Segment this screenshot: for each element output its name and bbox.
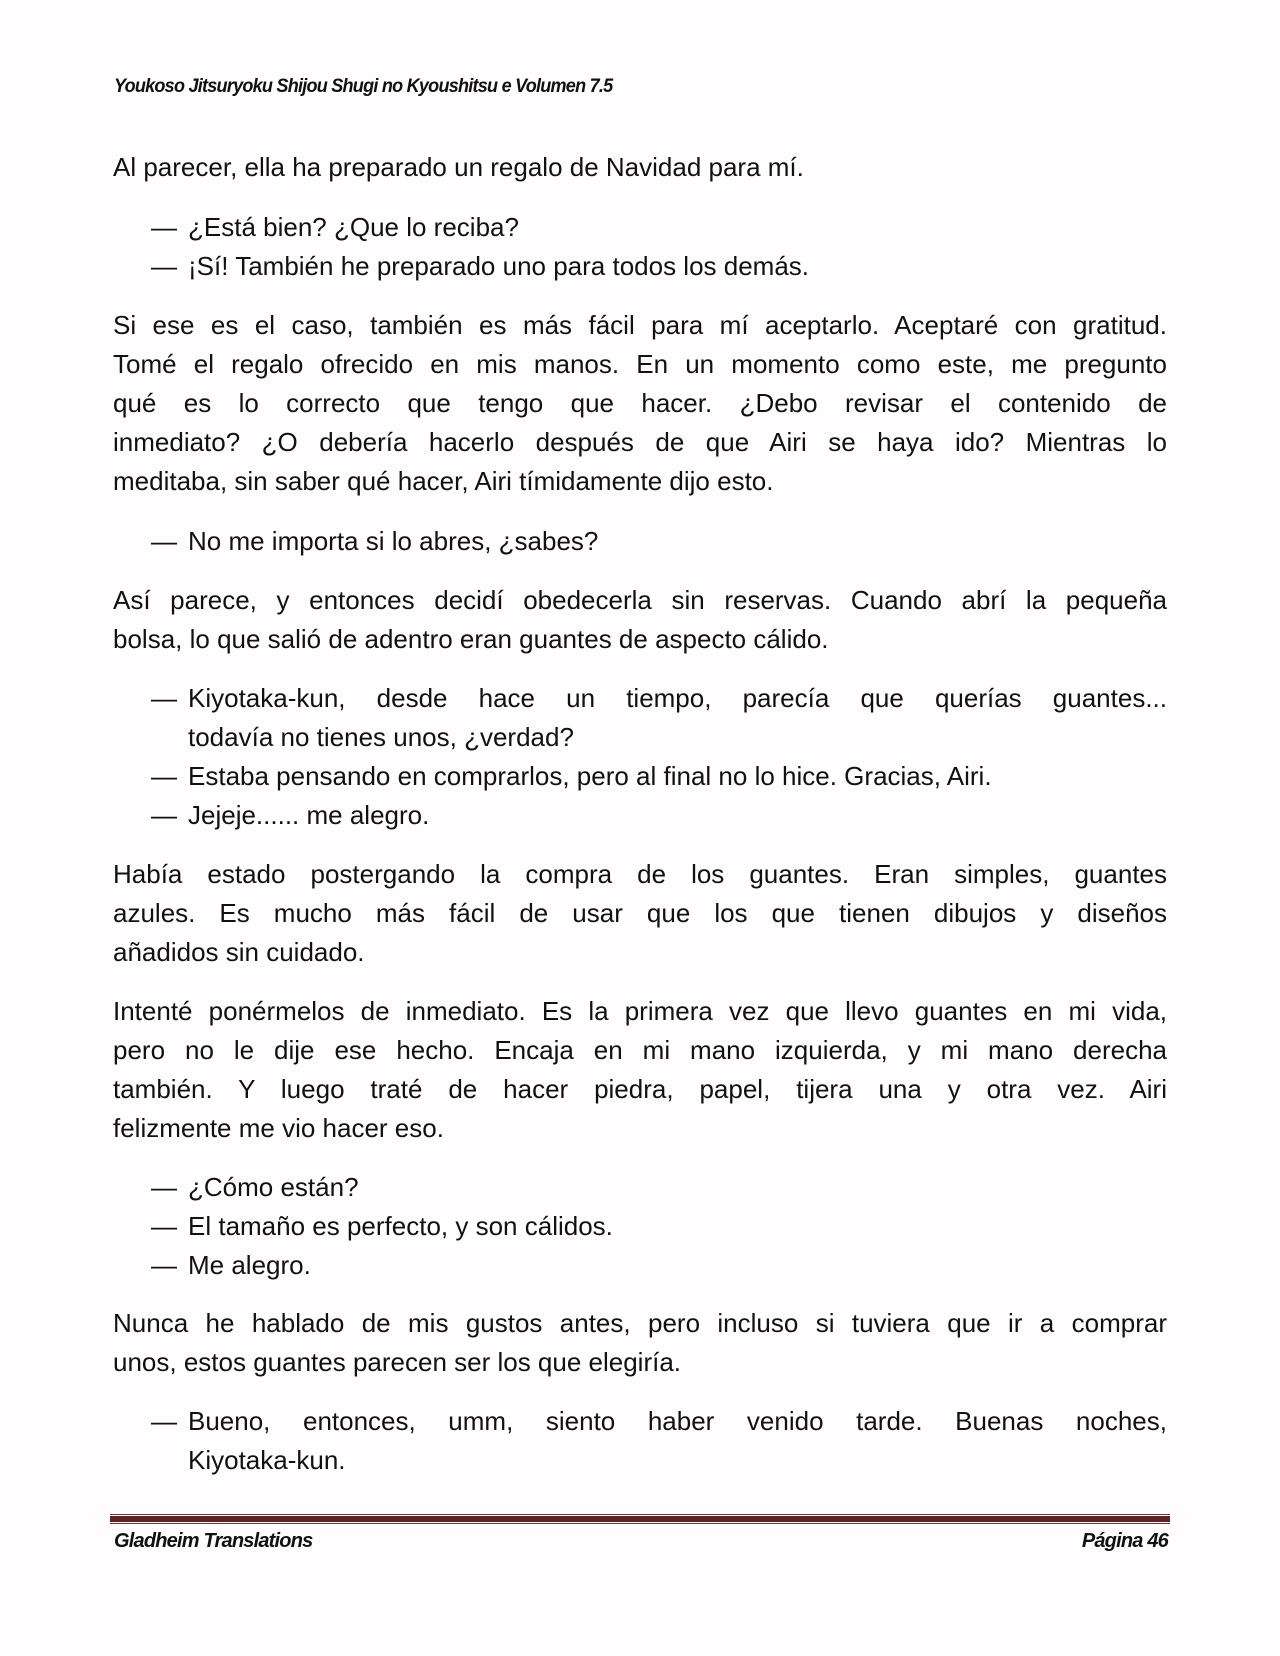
dialogue-text: ¿Está bien? ¿Que lo reciba? [188,212,519,242]
em-dash: — [151,1406,177,1436]
paragraph [113,855,1167,972]
paragraph [113,1304,1167,1382]
dialogue-text: Jejeje...... me alegro. [188,800,430,830]
text-line: Al parecer, ella ha preparado un regalo de Navidad para mí. [113,152,804,182]
text-line: qué es lo correcto que tengo que hacer. ¿Debo revisar el contenido de [113,388,1167,418]
dialogue-line [151,718,1167,757]
text-line: Así parece, y entonces decidí obedecerla sin reservas. Cuando abrí la pequeña [113,585,1167,615]
dialogue-text: El tamaño es perfecto, y son cálidos. [188,1211,613,1241]
em-dash: — [151,683,177,713]
dialogue-line [151,796,1167,835]
dialogue-line [151,1402,1167,1441]
paragraph [113,581,1167,659]
text-line: felizmente me vio hacer eso. [113,1113,444,1143]
dialogue-line [151,1168,1167,1207]
em-dash: — [151,1172,177,1202]
text-line: Si ese es el caso, también es más fácil para mí aceptarlo. Aceptaré con gratitud. [113,310,1167,340]
em-dash [151,718,188,757]
em-dash: — [151,212,177,242]
text-line: unos, estos guantes parecen ser los que elegiría. [113,1347,682,1377]
dialogue-group [151,208,1167,286]
dialogue-line [151,679,1167,718]
dialogue-text: No me importa si lo abres, ¿sabes? [188,526,599,556]
text-line: bolsa, lo que salió de adentro eran guantes de aspecto cálido. [113,624,829,654]
em-dash [151,1441,188,1480]
em-dash: — [151,800,177,830]
text-line: Tomé el regalo ofrecido en mis manos. En un momento como este, me pregunto [113,349,1167,379]
paragraph [113,148,1167,187]
dialogue-line [151,1441,1167,1480]
text-line: azules. Es mucho más fácil de usar que los que tienen dibujos y diseños [113,898,1167,928]
dialogue-text: Bueno, entonces, umm, siento haber venido tarde. Buenas noches, [188,1406,1167,1436]
dialogue-text: Me alegro. [188,1250,311,1280]
dialogue-text: Estaba pensando en comprarlos, pero al final no lo hice. Gracias, Airi. [188,761,992,791]
text-line: Había estado postergando la compra de los guantes. Eran simples, guantes [113,859,1167,889]
paragraph [113,306,1167,501]
dialogue-text: Kiyotaka-kun. [188,1445,346,1475]
dialogue-group [151,522,1167,561]
text-line: añadidos sin cuidado. [113,937,365,967]
text-line: inmediato? ¿O debería hacerlo después de que Airi se haya ido? Mientras lo [113,427,1167,457]
dialogue-line [151,522,1167,561]
text-line: meditaba, sin saber qué hacer, Airi tímidamente dijo esto. [113,466,774,496]
dialogue-text: ¡Sí! También he preparado uno para todos los demás. [188,251,810,281]
footer-publisher: Gladheim Translations [114,1530,313,1552]
dialogue-group [151,679,1167,835]
dialogue-line [151,757,1167,796]
em-dash: — [151,1211,177,1241]
text-line: Intenté ponérmelos de inmediato. Es la primera vez que llevo guantes en mi vida, [113,996,1167,1026]
dialogue-line [151,1246,1167,1285]
dialogue-text: todavía no tienes unos, ¿verdad? [188,722,574,752]
dialogue-line [151,247,1167,286]
em-dash: — [151,761,177,791]
em-dash: — [151,526,177,556]
dialogue-line [151,1207,1167,1246]
footer-page-number: Página 46 [1081,1530,1168,1552]
dialogue-group [151,1402,1167,1480]
em-dash: — [151,1250,177,1280]
text-line: pero no le dije ese hecho. Encaja en mi mano izquierda, y mi mano derecha [113,1035,1167,1065]
paragraph [113,992,1167,1148]
dialogue-group [151,1168,1167,1285]
em-dash: — [151,251,177,281]
text-line: también. Y luego traté de hacer piedra, papel, tijera una y otra vez. Airi [113,1074,1167,1104]
dialogue-line [151,208,1167,247]
dialogue-text: ¿Cómo están? [188,1172,359,1202]
dialogue-text: Kiyotaka-kun, desde hace un tiempo, parecía que querías guantes... [188,683,1167,713]
text-line: Nunca he hablado de mis gustos antes, pero incluso si tuviera que ir a comprar [113,1308,1167,1338]
running-header: Youkoso Jitsuryoku Shijou Shugi no Kyoushitsu e Volumen 7.5 [114,76,613,97]
footer-rule [110,1514,1170,1524]
